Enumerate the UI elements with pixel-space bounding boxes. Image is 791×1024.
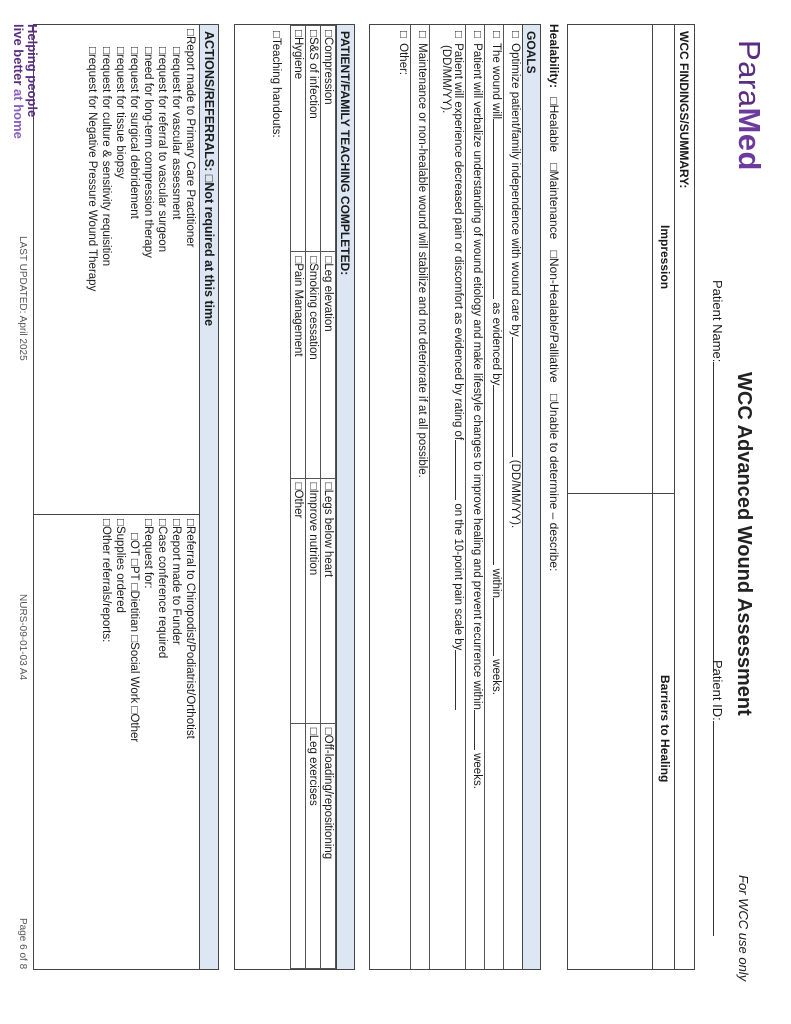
referral-compression[interactable]: □need for long-term compression therapy xyxy=(142,47,154,258)
goal-2[interactable]: □ The wound will as evidenced by within weeks. xyxy=(484,25,503,969)
healability-option-unable[interactable]: □Unable to determine – describe: xyxy=(547,393,561,572)
barriers-header: Barriers to Healing xyxy=(658,675,672,783)
goal-3[interactable]: □ Patient will verbalize understanding of wound etiology and make lifestyle changes to improve healing and prevent recurrence within weeks. xyxy=(465,25,484,969)
teaching-handouts[interactable]: □Teaching handouts: xyxy=(270,31,282,138)
referral-npwt[interactable]: □request for Negative Pressure Wound Therapy xyxy=(86,47,98,292)
logo-med: Med xyxy=(732,107,767,171)
findings-section xyxy=(567,24,695,970)
form-code: NURS-09-01-03 A4 xyxy=(17,594,28,681)
findings-title: WCC FINDINGS/SUMMARY: xyxy=(677,31,691,189)
referral-chiropodist[interactable]: □Referral to Chiropodist/Podiatrist/Orthotist xyxy=(184,519,196,739)
teaching-item[interactable]: □Legs below heart xyxy=(321,478,336,723)
healability-option-maintenance[interactable]: □Maintenance xyxy=(547,163,561,240)
teaching-item[interactable]: □Off-loading/repositioning xyxy=(321,723,336,968)
actions-left-column xyxy=(34,25,199,515)
actions-right-column xyxy=(34,515,199,969)
patient-id-field[interactable] xyxy=(710,660,725,936)
teaching-row xyxy=(321,26,336,969)
teaching-item xyxy=(291,723,306,968)
other-referrals[interactable]: □Other referrals/reports: xyxy=(100,519,112,643)
request-disciplines[interactable]: □OT □PT □Dietitian □Social Work □Other xyxy=(128,533,140,743)
impression-header: Impression xyxy=(658,225,672,290)
tagline-line-2: live better at home xyxy=(11,24,26,139)
teaching-title: PATIENT/FAMILY TEACHING COMPLETED: xyxy=(336,25,354,969)
patient-id-label: Patient ID: xyxy=(710,660,725,721)
goals-section xyxy=(369,24,541,970)
page-title: WCC Advanced Wound Assessment xyxy=(733,372,755,716)
report-funder[interactable]: □Report made to Funder xyxy=(170,519,182,645)
logo xyxy=(731,40,767,171)
patient-name-label: Patient Name: xyxy=(710,280,725,363)
actions-title: ACTIONS/REFERRALS: □Not required at this time xyxy=(199,25,218,969)
tagline-line-1: Helping people xyxy=(25,24,40,118)
healability-option-non-healable[interactable]: □Non-Healable/Palliative xyxy=(547,250,561,383)
for-wcc-note: For WCC use only xyxy=(736,875,751,982)
tagline xyxy=(11,24,39,139)
logo-para: Para xyxy=(732,40,767,108)
teaching-table xyxy=(290,25,336,969)
last-updated: LAST UPDATED: April 2025 xyxy=(17,236,28,361)
healability-label: Healability: xyxy=(547,24,561,89)
referral-pcp[interactable]: □Report made to Primary Care Practitioner xyxy=(184,29,196,248)
teaching-section xyxy=(234,24,355,970)
teaching-row xyxy=(306,26,321,969)
findings-header-row xyxy=(652,25,675,969)
request-for[interactable]: □Request for: xyxy=(142,519,154,589)
goal-4[interactable]: □ Patient will experience decreased pain or discomfort as evidenced by rating of on the 10-point pain scale by (DD/MM/YY). xyxy=(429,25,465,969)
supplies-ordered[interactable]: □Supplies ordered xyxy=(114,519,126,613)
referral-vascular-assessment[interactable]: □request for vascular assessment xyxy=(170,47,182,220)
patient-name-field[interactable] xyxy=(710,280,725,672)
healability-row xyxy=(547,24,561,571)
referral-culture[interactable]: □request for culture & sensitivity requisition xyxy=(100,47,112,267)
teaching-item[interactable]: □Compression xyxy=(321,26,336,252)
goal-1[interactable]: □ Optimize patient/family independence with wound care by (DD/MM/YY). xyxy=(503,25,522,969)
goal-5[interactable]: □ Maintenance or non-healable wound will stabilize and not deteriorate if at all possible. xyxy=(410,25,429,969)
referral-debridement[interactable]: □request for surgical debridement xyxy=(128,47,140,219)
teaching-row xyxy=(291,26,306,969)
goals-title: GOALS xyxy=(522,25,540,969)
referral-vascular-surgeon[interactable]: □request for referral to vascular surgeon xyxy=(156,47,168,253)
teaching-item[interactable]: □S&S of infection xyxy=(306,26,321,252)
findings-divider xyxy=(568,493,675,494)
page-number: Page 6 of 8 xyxy=(17,918,28,970)
teaching-item[interactable]: □Smoking cessation xyxy=(306,252,321,478)
referral-biopsy[interactable]: □request for tissue biopsy xyxy=(114,47,126,179)
teaching-item[interactable]: □Leg exercises xyxy=(306,723,321,968)
teaching-item[interactable]: □Pain Management xyxy=(291,252,306,478)
teaching-item[interactable]: □Hygiene xyxy=(291,26,306,252)
case-conference[interactable]: □Case conference required xyxy=(156,519,168,659)
teaching-item[interactable]: □Other xyxy=(291,478,306,723)
teaching-item[interactable]: □Leg elevation xyxy=(321,252,336,478)
actions-section xyxy=(33,24,219,970)
goal-6[interactable]: □ Other: xyxy=(397,31,409,76)
teaching-item[interactable]: □Improve nutrition xyxy=(306,478,321,723)
healability-option-healable[interactable]: □Healable xyxy=(547,97,561,152)
